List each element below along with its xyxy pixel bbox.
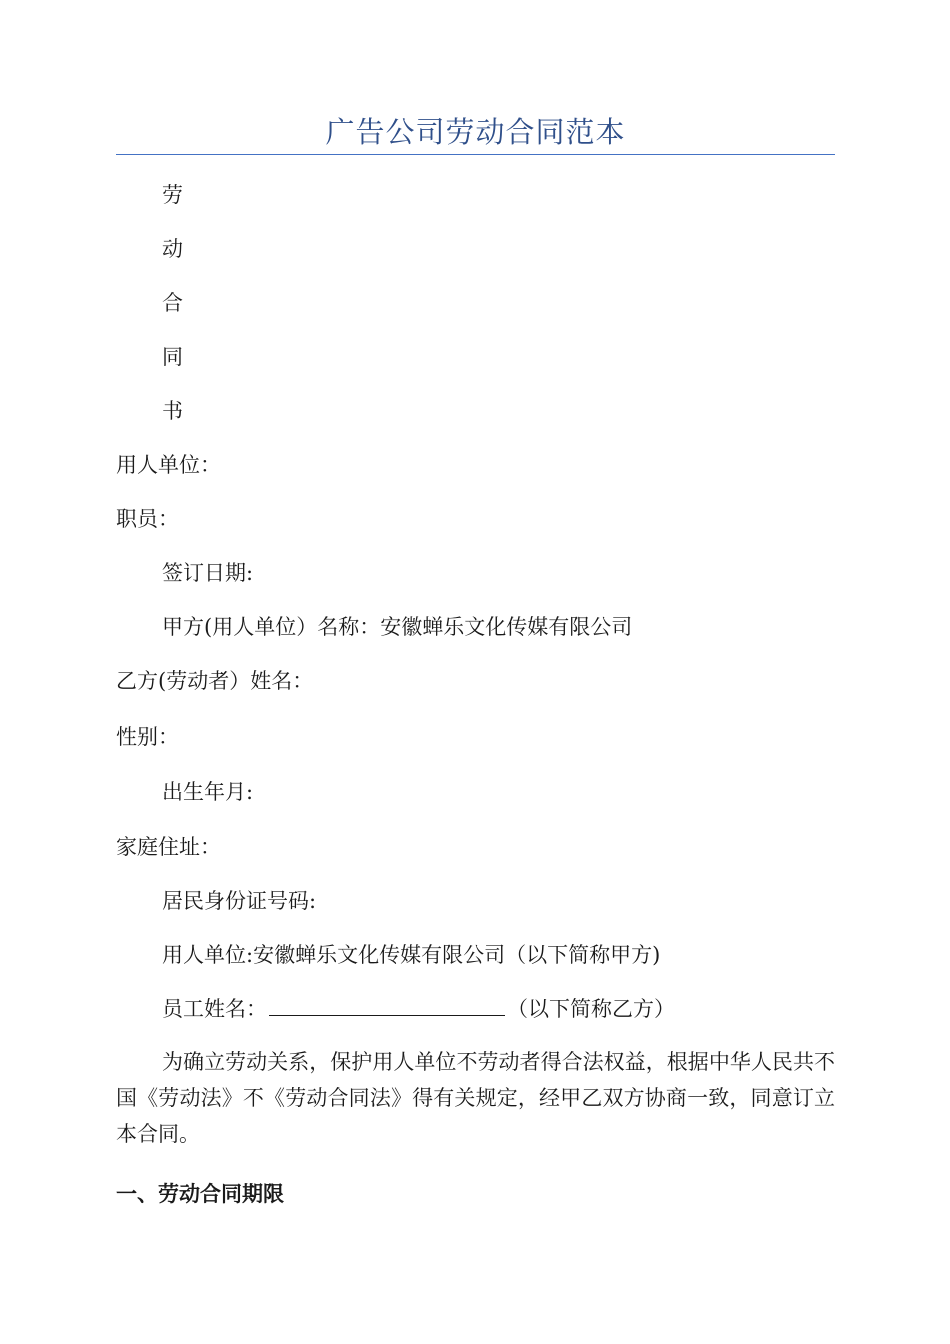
id-number-label: 居民身份证号码: xyxy=(162,889,317,913)
vertical-title-char-5: 书 xyxy=(162,399,183,423)
document-title: 广告公司劳动合同范本 xyxy=(325,115,626,149)
employer-label: 用人单位： xyxy=(116,453,221,477)
employee-name-line xyxy=(162,994,675,1024)
sign-date-label: 签订日期: xyxy=(162,561,254,585)
intro-paragraph: 为确立劳动关系，保护用人单位不劳动者得合法权益，根据中华人民共不国《劳动法》不《劳动合同法》得有关规定，经甲乙双方协商一致，同意订立本合同。 xyxy=(116,1050,835,1146)
employee-name-suffix: （以下简称乙方） xyxy=(507,997,675,1021)
birth-label: 出生年月: xyxy=(162,780,254,804)
employee-name-label: 员工姓名： xyxy=(162,997,267,1021)
vertical-title-char-4: 同 xyxy=(162,345,183,369)
staff-label: 职员： xyxy=(116,507,179,531)
vertical-title-char-1: 劳 xyxy=(162,183,183,207)
party-a-line: 甲方(用人单位）名称：安徽蝉乐文化传媒有限公司 xyxy=(162,615,633,639)
title-underline xyxy=(116,154,835,155)
employer-full-line: 用人单位:安徽蝉乐文化传媒有限公司（以下简称甲方) xyxy=(162,943,661,967)
gender-label: 性别： xyxy=(116,725,179,749)
vertical-title-char-3: 合 xyxy=(162,291,183,315)
party-b-line: 乙方(劳动者）姓名： xyxy=(116,669,314,693)
employee-name-blank xyxy=(269,995,505,1016)
section-1-heading: 一、劳动合同期限 xyxy=(116,1182,284,1206)
address-label: 家庭住址： xyxy=(116,835,221,859)
vertical-title-char-2: 动 xyxy=(162,237,183,261)
